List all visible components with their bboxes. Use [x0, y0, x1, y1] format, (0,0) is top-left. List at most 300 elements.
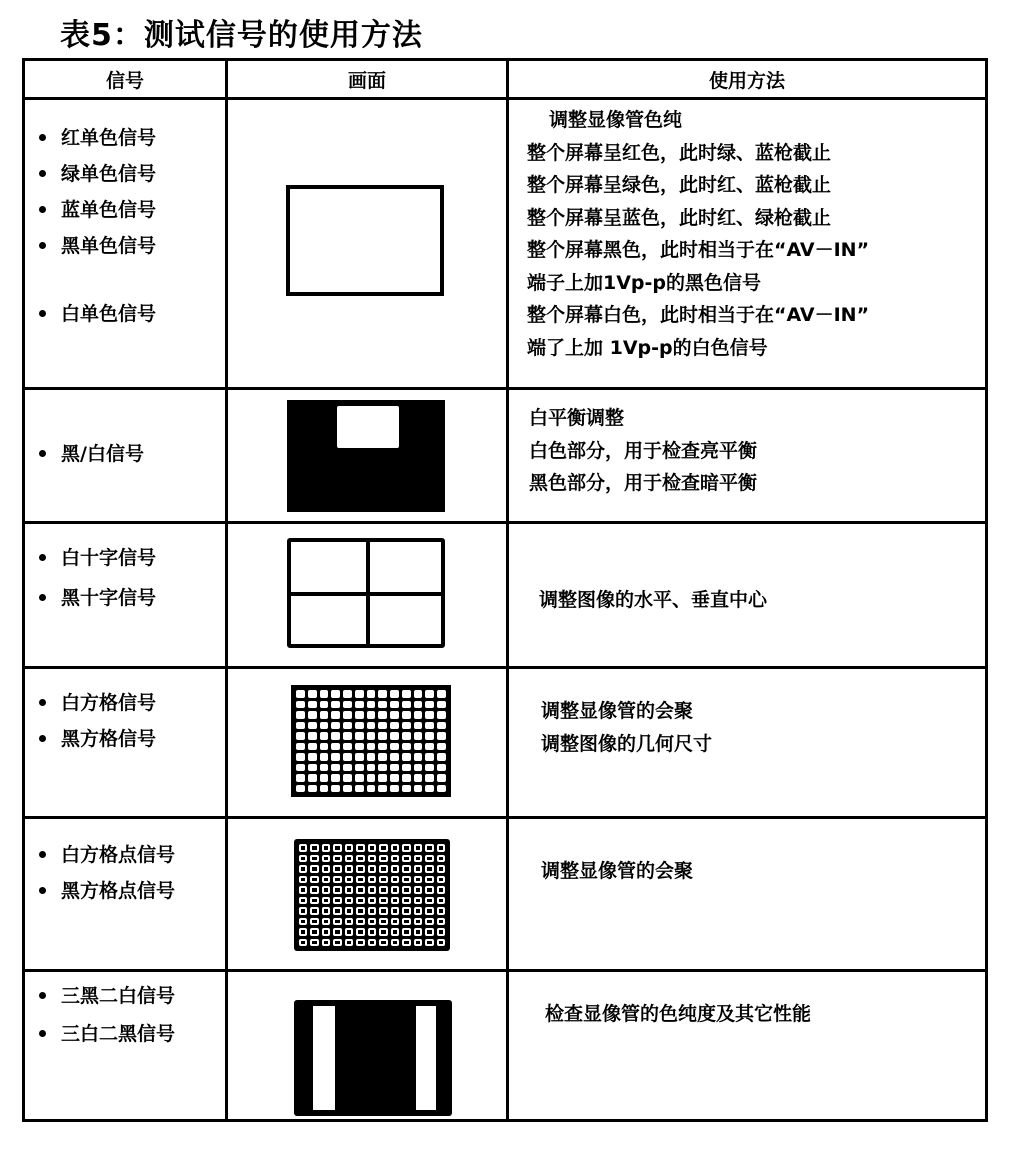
- crosshatch-icon: [287, 538, 445, 648]
- usage-line: 白平衡调整: [529, 407, 625, 429]
- grid-cell: [320, 774, 329, 782]
- grid-cell: [320, 732, 329, 740]
- grid-cell: [355, 774, 364, 782]
- signal-item: 黑单色信号: [25, 228, 225, 264]
- grid-cell: [390, 711, 399, 719]
- grid-cell: [367, 753, 376, 761]
- grid-cell: [296, 785, 305, 793]
- table-row: [24, 971, 987, 1121]
- grid-cell: [296, 722, 305, 730]
- grid-cell: [402, 865, 410, 873]
- grid-cell: [390, 743, 399, 751]
- grid-cell: [378, 732, 387, 740]
- grid-cell: [437, 886, 445, 894]
- grid-cell: [414, 907, 422, 915]
- grid-cell: [320, 722, 329, 730]
- grid-cell: [414, 732, 423, 740]
- grid-cell: [391, 886, 399, 894]
- table-row: [24, 668, 987, 818]
- usage-line: 端了上加 1Vp-p的白色信号: [527, 336, 768, 359]
- grid-cell: [402, 939, 410, 947]
- page-title: 表5：测试信号的使用方法: [60, 18, 423, 53]
- grid-cell: [378, 690, 387, 698]
- grid-cell: [425, 732, 434, 740]
- grid-cell: [322, 928, 330, 936]
- table-row: [24, 818, 987, 971]
- grid-cell: [355, 785, 364, 793]
- grid-cell: [322, 855, 330, 863]
- grid-cell: [425, 876, 433, 884]
- grid-cell: [343, 774, 352, 782]
- grid-pattern-icon: [291, 685, 451, 797]
- grid-cell: [308, 722, 317, 730]
- usage-line: 检查显像管的色纯度及其它性能: [545, 1003, 812, 1025]
- grid-cell: [414, 711, 423, 719]
- grid-cell: [331, 690, 340, 698]
- grid-cell: [437, 722, 446, 730]
- grid-cell: [296, 711, 305, 719]
- grid-cell: [343, 743, 352, 751]
- grid-cell: [437, 907, 445, 915]
- grid-cell: [331, 711, 340, 719]
- grid-cell: [402, 690, 411, 698]
- grid-cell: [299, 876, 307, 884]
- grid-cell: [379, 844, 387, 852]
- grid-cell: [390, 785, 399, 793]
- grid-cell: [378, 774, 387, 782]
- grid-cell: [368, 865, 376, 873]
- grid-cell: [345, 928, 353, 936]
- grid-cell: [391, 939, 399, 947]
- grid-cell: [345, 865, 353, 873]
- picture-cell: [227, 389, 508, 523]
- grid-cell: [437, 690, 446, 698]
- usage-line: 调整图像的几何尺寸: [541, 732, 713, 755]
- grid-cell: [437, 753, 446, 761]
- grid-cell: [425, 764, 434, 772]
- usage-cell: [508, 389, 987, 523]
- grid-cell: [402, 743, 411, 751]
- grid-cell: [331, 732, 340, 740]
- grid-cell: [296, 774, 305, 782]
- grid-cell: [320, 690, 329, 698]
- grid-cell: [308, 743, 317, 751]
- grid-cell: [299, 886, 307, 894]
- grid-cell: [367, 732, 376, 740]
- picture-cell: [227, 971, 508, 1121]
- grid-cell: [425, 690, 434, 698]
- grid-cell: [343, 753, 352, 761]
- grid-cell: [414, 764, 423, 772]
- usage-cell: [508, 99, 987, 389]
- grid-cell: [378, 753, 387, 761]
- grid-cell: [379, 918, 387, 926]
- grid-cell: [437, 743, 446, 751]
- picture-cell: [227, 818, 508, 971]
- grid-cell: [425, 711, 434, 719]
- grid-cell: [355, 690, 364, 698]
- grid-cell: [402, 855, 410, 863]
- grid-cell: [414, 939, 422, 947]
- grid-cell: [425, 743, 434, 751]
- grid-cell: [425, 701, 434, 709]
- grid-cell: [333, 876, 341, 884]
- usage-line: 端子上加1Vp-p的黑色信号: [527, 271, 762, 294]
- grid-cell: [378, 743, 387, 751]
- test-signal-table: [22, 58, 988, 1122]
- grid-cell: [345, 897, 353, 905]
- grid-cell: [367, 764, 376, 772]
- grid-cell: [367, 690, 376, 698]
- grid-cell: [425, 855, 433, 863]
- grid-cell: [333, 939, 341, 947]
- grid-cell: [425, 918, 433, 926]
- grid-cell: [356, 897, 364, 905]
- grid-cell: [345, 907, 353, 915]
- signal-item: 红单色信号: [25, 120, 225, 156]
- grid-cell: [402, 711, 411, 719]
- grid-cell: [310, 928, 318, 936]
- grid-cell: [414, 785, 423, 793]
- signal-item: 绿单色信号: [25, 156, 225, 192]
- grid-cell: [390, 764, 399, 772]
- signal-cell: [24, 523, 227, 668]
- grid-cell: [355, 753, 364, 761]
- grid-cell: [308, 701, 317, 709]
- grid-cell: [320, 711, 329, 719]
- grid-cell: [379, 939, 387, 947]
- grid-cell: [414, 886, 422, 894]
- grid-cell: [379, 886, 387, 894]
- signal-item: 白十字信号: [25, 540, 225, 576]
- picture-cell: [227, 523, 508, 668]
- grid-cell: [308, 732, 317, 740]
- grid-cell: [402, 732, 411, 740]
- grid-cell: [437, 876, 445, 884]
- grid-cell: [331, 774, 340, 782]
- signal-item: 蓝单色信号: [25, 192, 225, 228]
- grid-cell: [414, 743, 423, 751]
- grid-cell: [310, 886, 318, 894]
- grid-cell: [379, 855, 387, 863]
- grid-cell: [402, 701, 411, 709]
- usage-cell: [508, 668, 987, 818]
- usage-cell: [508, 971, 987, 1121]
- grid-cell: [414, 701, 423, 709]
- grid-cell: [402, 918, 410, 926]
- grid-cell: [299, 907, 307, 915]
- grid-cell: [391, 907, 399, 915]
- grid-cell: [345, 939, 353, 947]
- grid-cell: [402, 774, 411, 782]
- header-signal: 信号: [24, 60, 227, 99]
- grid-cell: [333, 844, 341, 852]
- grid-cell: [320, 764, 329, 772]
- signal-cell: [24, 389, 227, 523]
- grid-cell: [402, 928, 410, 936]
- grid-cell: [345, 918, 353, 926]
- grid-cell: [379, 897, 387, 905]
- grid-cell: [343, 732, 352, 740]
- grid-cell: [391, 865, 399, 873]
- grid-cell: [402, 753, 411, 761]
- grid-cell: [299, 939, 307, 947]
- grid-cell: [355, 701, 364, 709]
- picture-cell: [227, 99, 508, 389]
- grid-cell: [437, 844, 445, 852]
- grid-cell: [402, 886, 410, 894]
- black-screen-white-window-icon: [287, 400, 445, 512]
- grid-cell: [402, 897, 410, 905]
- signal-item: 黑十字信号: [25, 580, 225, 616]
- grid-cell: [345, 876, 353, 884]
- signal-item: 三白二黑信号: [25, 1016, 225, 1052]
- grid-cell: [356, 855, 364, 863]
- header-picture: 画面: [227, 60, 508, 99]
- grid-cell: [414, 774, 423, 782]
- grid-cell: [343, 764, 352, 772]
- grid-cell: [425, 785, 434, 793]
- grid-cell: [378, 722, 387, 730]
- grid-cell: [343, 690, 352, 698]
- grid-cell: [402, 785, 411, 793]
- grid-cell: [437, 897, 445, 905]
- grid-cell: [379, 865, 387, 873]
- grid-cell: [379, 876, 387, 884]
- grid-cell: [333, 865, 341, 873]
- grid-cell: [391, 855, 399, 863]
- grid-cell: [391, 928, 399, 936]
- grid-cell: [378, 785, 387, 793]
- grid-cell: [368, 897, 376, 905]
- grid-cell: [331, 753, 340, 761]
- grid-cell: [310, 865, 318, 873]
- signal-item: 三黑二白信号: [25, 978, 225, 1014]
- grid-cell: [367, 774, 376, 782]
- grid-cell: [331, 701, 340, 709]
- grid-cell: [333, 907, 341, 915]
- grid-cell: [425, 865, 433, 873]
- grid-cell: [414, 876, 422, 884]
- grid-cell: [345, 855, 353, 863]
- grid-cell: [414, 928, 422, 936]
- grid-cell: [310, 876, 318, 884]
- grid-cell: [343, 722, 352, 730]
- table-header-row: [24, 60, 987, 99]
- grid-cell: [437, 785, 446, 793]
- grid-cell: [437, 732, 446, 740]
- grid-cell: [414, 918, 422, 926]
- grid-cell: [390, 722, 399, 730]
- grid-cell: [296, 743, 305, 751]
- grid-cell: [414, 753, 423, 761]
- grid-cell: [414, 844, 422, 852]
- grid-cell: [333, 886, 341, 894]
- grid-cell: [320, 743, 329, 751]
- signal-cell: [24, 818, 227, 971]
- grid-cell: [425, 897, 433, 905]
- usage-line: 整个屏幕白色，此时相当于在“AV－IN”: [527, 304, 870, 326]
- usage-line: 白色部分，用于检查亮平衡: [529, 439, 758, 462]
- grid-cell: [331, 785, 340, 793]
- grid-cell: [299, 918, 307, 926]
- usage-cell: [508, 523, 987, 668]
- grid-cell: [425, 844, 433, 852]
- grid-cell: [356, 886, 364, 894]
- grid-cell: [437, 701, 446, 709]
- signal-item: 白单色信号: [25, 296, 225, 332]
- grid-cell: [322, 844, 330, 852]
- picture-cell: [227, 668, 508, 818]
- usage-line: 整个屏幕呈绿色，此时红、蓝枪截止: [527, 174, 832, 196]
- grid-cell: [378, 711, 387, 719]
- grid-cell: [356, 928, 364, 936]
- usage-line: 调整显像管色纯: [549, 109, 683, 131]
- grid-cell: [322, 939, 330, 947]
- grid-cell: [296, 732, 305, 740]
- grid-cell: [308, 785, 317, 793]
- grid-cell: [296, 701, 305, 709]
- grid-cell: [367, 701, 376, 709]
- signal-cell: [24, 971, 227, 1121]
- grid-cell: [390, 690, 399, 698]
- grid-cell: [299, 928, 307, 936]
- grid-cell: [414, 722, 423, 730]
- grid-cell: [368, 939, 376, 947]
- usage-line: 调整显像管的会聚: [541, 700, 694, 722]
- grid-cell: [390, 774, 399, 782]
- grid-cell: [310, 939, 318, 947]
- grid-cell: [345, 886, 353, 894]
- grid-cell: [331, 722, 340, 730]
- grid-cell: [414, 897, 422, 905]
- grid-cell: [320, 753, 329, 761]
- grid-cell: [296, 764, 305, 772]
- grid-cell: [437, 865, 445, 873]
- usage-line: 调整显像管的会聚: [541, 860, 694, 882]
- grid-cell: [310, 918, 318, 926]
- grid-cell: [425, 722, 434, 730]
- grid-cell: [368, 928, 376, 936]
- usage-line: 黑色部分，用于检查暗平衡: [529, 472, 758, 494]
- grid-cell: [402, 876, 410, 884]
- grid-cell: [356, 876, 364, 884]
- grid-cell: [308, 774, 317, 782]
- grid-cell: [402, 764, 411, 772]
- grid-cell: [343, 785, 352, 793]
- grid-cell: [308, 753, 317, 761]
- grid-cell: [333, 855, 341, 863]
- grid-cell: [322, 907, 330, 915]
- white-rectangle-icon: [286, 185, 444, 296]
- grid-cell: [356, 939, 364, 947]
- grid-cell: [437, 774, 446, 782]
- grid-cell: [299, 865, 307, 873]
- grid-cell: [320, 701, 329, 709]
- grid-cell: [437, 928, 445, 936]
- grid-cell: [310, 907, 318, 915]
- grid-cell: [308, 711, 317, 719]
- grid-cell: [356, 844, 364, 852]
- usage-cell: [508, 818, 987, 971]
- grid-cell: [356, 907, 364, 915]
- grid-cell: [368, 876, 376, 884]
- signal-item: 黑方格点信号: [25, 873, 225, 909]
- usage-line: 调整图像的水平、垂直中心: [539, 589, 768, 611]
- grid-cell: [367, 743, 376, 751]
- grid-cell: [414, 865, 422, 873]
- grid-cell: [402, 844, 410, 852]
- grid-cell: [310, 897, 318, 905]
- grid-cell: [343, 701, 352, 709]
- grid-cell: [368, 907, 376, 915]
- grid-cell: [296, 753, 305, 761]
- grid-cell: [391, 844, 399, 852]
- grid-cell: [331, 764, 340, 772]
- header-usage: 使用方法: [508, 60, 987, 99]
- grid-cell: [425, 907, 433, 915]
- grid-cell: [425, 753, 434, 761]
- signal-cell: [24, 99, 227, 389]
- grid-cell: [378, 764, 387, 772]
- grid-cell: [322, 918, 330, 926]
- table-row: [24, 389, 987, 523]
- signal-item: 白方格信号: [25, 685, 225, 721]
- grid-cell: [391, 918, 399, 926]
- grid-cell: [355, 743, 364, 751]
- grid-cell: [437, 711, 446, 719]
- grid-cell: [355, 732, 364, 740]
- grid-cell: [368, 855, 376, 863]
- table-row: [24, 99, 987, 389]
- grid-cell: [310, 855, 318, 863]
- grid-cell: [379, 928, 387, 936]
- grid-cell: [437, 939, 445, 947]
- bar-pattern-icon: [294, 1000, 452, 1116]
- grid-cell: [299, 855, 307, 863]
- signal-item: 黑方格信号: [25, 721, 225, 757]
- grid-cell: [379, 907, 387, 915]
- grid-cell: [402, 907, 410, 915]
- table-row: [24, 523, 987, 668]
- grid-cell: [368, 918, 376, 926]
- grid-cell: [355, 722, 364, 730]
- grid-cell: [355, 764, 364, 772]
- grid-cell: [425, 928, 433, 936]
- grid-cell: [425, 939, 433, 947]
- grid-cell: [368, 886, 376, 894]
- grid-cell: [356, 865, 364, 873]
- grid-cell: [425, 774, 434, 782]
- dot-grid-pattern-icon: [294, 839, 450, 951]
- grid-cell: [322, 876, 330, 884]
- grid-cell: [343, 711, 352, 719]
- grid-cell: [390, 753, 399, 761]
- grid-cell: [425, 886, 433, 894]
- grid-cell: [308, 764, 317, 772]
- grid-cell: [333, 897, 341, 905]
- grid-cell: [322, 865, 330, 873]
- usage-line: 整个屏幕呈蓝色，此时红、绿枪截止: [527, 206, 832, 229]
- grid-cell: [355, 711, 364, 719]
- grid-cell: [331, 743, 340, 751]
- grid-cell: [345, 844, 353, 852]
- grid-cell: [333, 918, 341, 926]
- grid-cell: [391, 876, 399, 884]
- usage-line: 整个屏幕呈红色，此时绿、蓝枪截止: [527, 141, 832, 164]
- signal-item: 黑/白信号: [25, 436, 225, 472]
- grid-cell: [414, 855, 422, 863]
